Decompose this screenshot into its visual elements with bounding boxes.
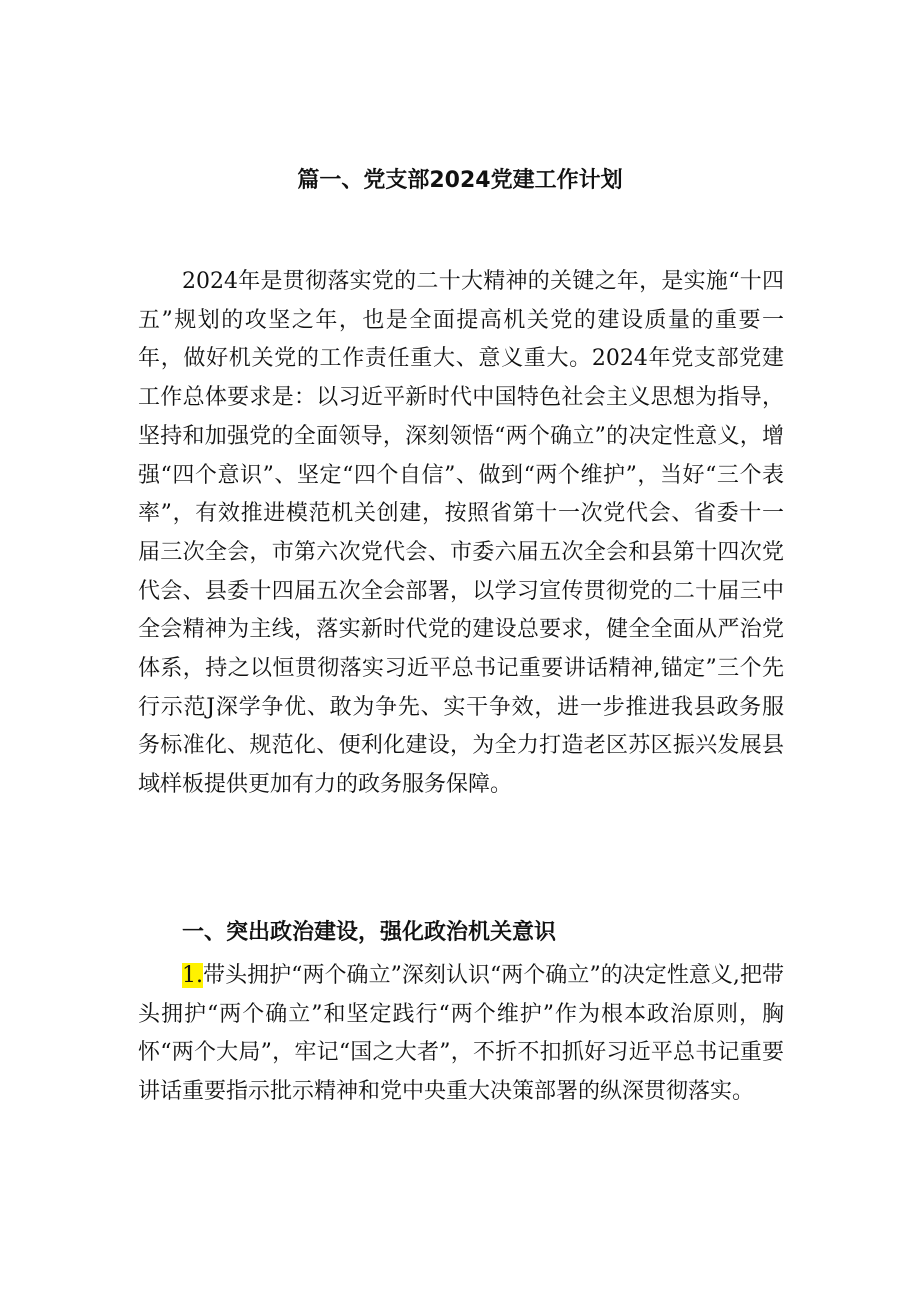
highlighted-item-number: 1.: [182, 963, 203, 988]
section-heading-political-construction: 一、突出政治建设，强化政治机关意识: [182, 920, 557, 945]
paragraph-item-1-text: 带头拥护“两个确立”深刻认识“两个确立”的决定性意义,把带头拥护“两个确立”和坚定践行“两个维护”作为根本政治原则，胸怀“两个大局”，牢记“国之大者”，不折不扣抓好习近平总书记重要讲话重要指示批示精神和党中央重大决策部署的纵深贯彻落实。: [138, 963, 784, 1105]
document-title: 篇一、党支部2024党建工作计划: [297, 168, 623, 193]
paragraph-overview: 2024年是贯彻落实党的二十大精神的关键之年，是实施“十四五”规划的攻坚之年，也是全面提高机关党的建设质量的重要一年，做好机关党的工作责任重大、意义重大。2024年党支部党建工作总体要求是：以习近平新时代中国特色社会主义思想为指导，坚持和加强党的全面领导，深刻领悟“两个确立”的决定性意义，增强“四个意识”、坚定“四个自信”、做到“两个维护”，当好“三个表率”，有效推进模范机关创建，按照省第十一次党代会、省委十一届三次全会，市第六次党代会、市委六届五次全会和县第十四次党代会、县委十四届五次全会部署，以学习宣传贯彻党的二十届三中全会精神为主线，落实新时代党的建设总要求，健全全面从严治党体系，持之以恒贯彻落实习近平总书记重要讲话精神,锚定”三个先行示范J深学争优、敢为争先、实干争效，进一步推进我县政务服务标准化、规范化、便利化建设，为全力打造老区苏区振兴发展县域样板提供更加有力的政务服务保障。: [138, 269, 784, 798]
paragraph-item-1: [138, 957, 784, 1112]
